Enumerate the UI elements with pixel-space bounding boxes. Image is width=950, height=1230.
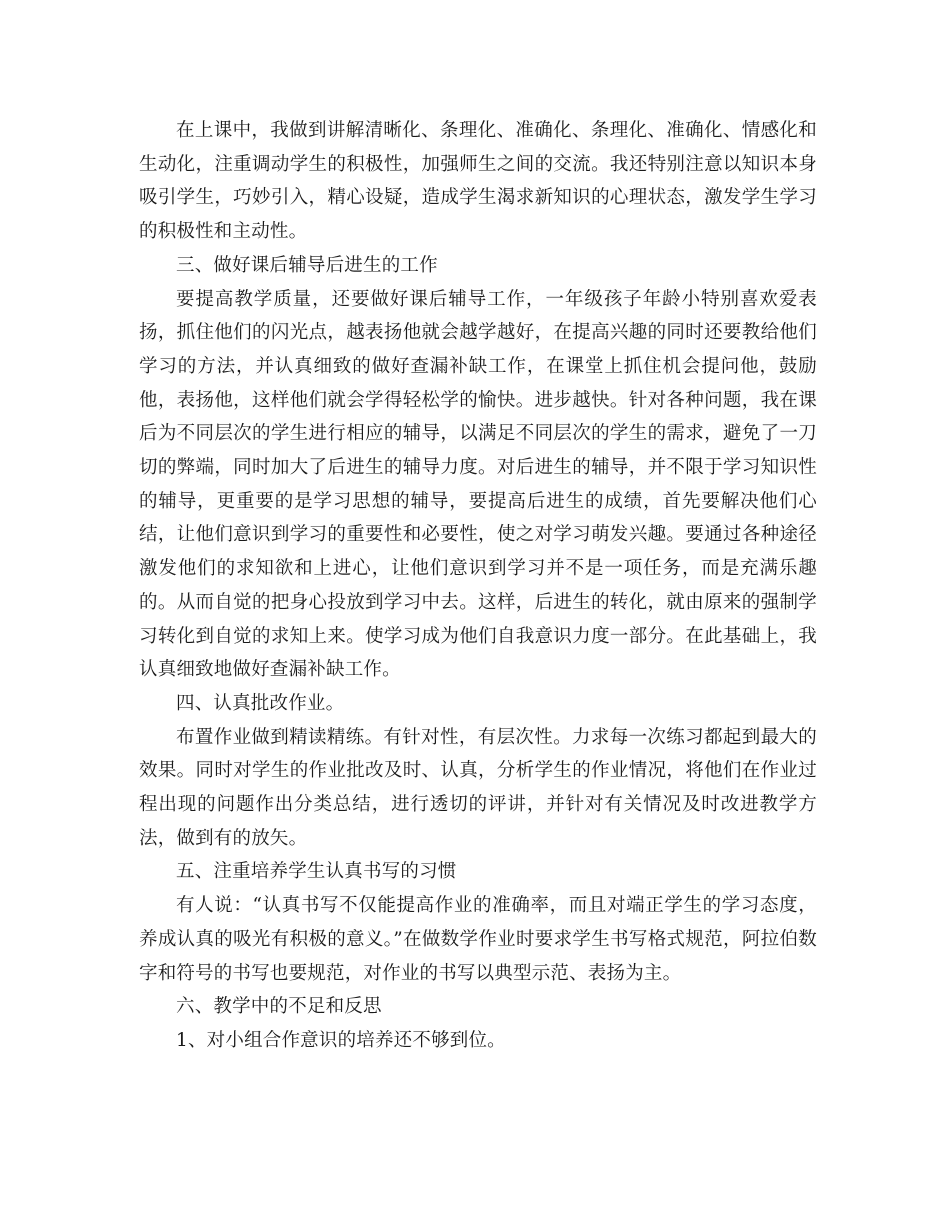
paragraph-after-class-tutoring: 要提高教学质量，还要做好课后辅导工作，一年级孩子年龄小特别喜欢爱表扬，抓住他们的闪光点，越表扬他就会越学越好，在提高兴趣的同时还要教给他们学习的方法，并认真细致的做好查漏补缺工作，在课堂上抓住机会提问他，鼓励他，表扬他，这样他们就会学得轻松学的愉快。进步越快。针对各种问题，我在课后为不同层次的学生进行相应的辅导，以满足不同层次的学生的需求，避免了一刀切的弊端，同时加大了后进生的辅导力度。对后进生的辅导，并不限于学习知识性的辅导，更重要的是学习思想的辅导，要提高后进生的成绩，首先要解决他们心结，让他们意识到学习的重要性和必要性，使之对学习萌发兴趣。要通过各种途径激发他们的求知欲和上进心，让他们意识到学习并不是一项任务，而是充满乐趣的。从而自觉的把身心投放到学习中去。这样，后进生的转化，就由原来的强制学习转化到自觉的求知上来。使学习成为他们自我意识力度一部分。在此基础上，我认真细致地做好查漏补缺工作。 (139, 288, 817, 681)
paragraph-writing-habits: 有人说：“认真书写不仅能提高作业的准确率，而且对端正学生的学习态度，养成认真的吸光有积极的意义。”在做数学作业时要求学生书写格式规范，阿拉伯数字和符号的书写也要规范，对作业的书写以典型示范、表扬为主。 (139, 895, 817, 984)
heading-section-5: 五、注重培养学生认真书写的习惯 (176, 861, 457, 883)
paragraph-shortcoming-1: 1、对小组合作意识的培养还不够到位。 (176, 1029, 506, 1051)
paragraph-classroom-teaching: 在上课中，我做到讲解清晰化、条理化、准确化、条理化、准确化、情感化和生动化，注重调动学生的积极性，加强师生之间的交流。我还特别注意以知识本身吸引学生，巧妙引入，精心设疑，造成学生渴求新知识的心理状态，激发学生学习的积极性和主动性。 (139, 120, 817, 243)
heading-section-6: 六、教学中的不足和反思 (176, 996, 382, 1018)
paragraph-homework: 布置作业做到精读精练。有针对性，有层次性。力求每一次练习都起到最大的效果。同时对学生的作业批改及时、认真，分析学生的作业情况，将他们在作业过程出现的问题作出分类总结，进行透切的评讲，并针对有关情况及时改进教学方法，做到有的放矢。 (139, 726, 817, 849)
heading-section-4: 四、认真批改作业。 (176, 692, 345, 714)
heading-section-3: 三、做好课后辅导后进生的工作 (176, 254, 438, 276)
document-body (139, 114, 817, 1058)
